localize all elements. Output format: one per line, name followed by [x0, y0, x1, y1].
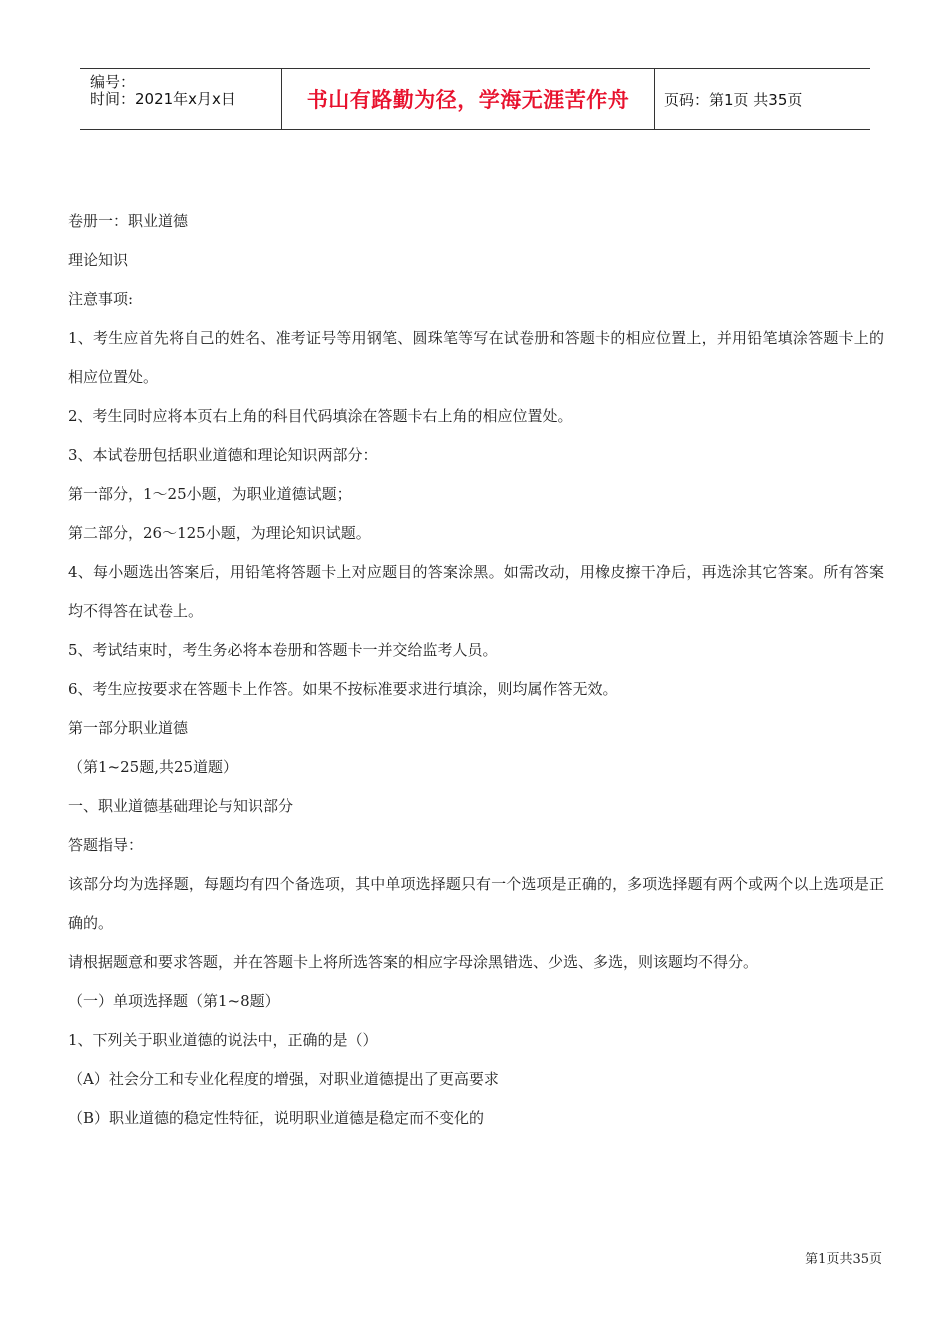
document-header [80, 68, 870, 130]
document-body [68, 202, 884, 1138]
header-info-cell [80, 69, 281, 129]
question-1-option-a: （A）社会分工和专业化程度的增强，对职业道德提出了更高要求 [68, 1070, 499, 1088]
guidance-instructions: 请根据题意和要求答题，并在答题卡上将所选答案的相应字母涂黑错选、少选、多选，则该题均不得分。 [68, 953, 759, 971]
part-two-range: 第二部分，26～125小题，为理论知识试题。 [68, 524, 371, 542]
motto-text: 书山有路勤为径，学海无涯苦作舟 [306, 88, 630, 112]
header-page-cell [655, 69, 870, 129]
notice-item-2: 2、考生同时应将本页右上角的科目代码填涂在答题卡右上角的相应位置处。 [68, 407, 573, 425]
subsection-heading: 一、职业道德基础理论与知识部分 [68, 797, 294, 815]
part-one-heading: 第一部分职业道德 [68, 719, 189, 737]
guidance-paragraph: 该部分均为选择题，每题均有四个备选项，其中单项选择题只有一个选项是正确的，多项选择题有两个或两个以上选项是正确的。 [68, 875, 884, 932]
notice-item-5: 5、考试结束时，考生务必将本卷册和答题卡一并交给监考人员。 [68, 641, 498, 659]
notice-item-3: 3、本试卷册包括职业道德和理论知识两部分： [68, 446, 378, 464]
question-1: 1、下列关于职业道德的说法中，正确的是（） [68, 1031, 378, 1049]
part-one-range: 第一部分，1～25小题，为职业道德试题； [68, 485, 352, 503]
guidance-heading: 答题指导： [68, 836, 144, 854]
volume-title: 卷册一：职业道德 [68, 212, 189, 230]
notice-item-6: 6、考生应按要求在答题卡上作答。如果不按标准要求进行填涂，则均属作答无效。 [68, 680, 618, 698]
section-title: 理论知识 [68, 251, 129, 269]
document-date-label: 时间：2021年x月x日 [90, 90, 236, 108]
document-number-label: 编号： [90, 73, 136, 91]
notice-heading: 注意事项: [68, 290, 134, 308]
header-page-label: 页码：第1页 共35页 [664, 90, 803, 109]
header-motto-cell [281, 69, 655, 129]
part-one-question-range: （第1~25题,共25道题） [68, 758, 239, 776]
notice-item-4: 4、每小题选出答案后，用铅笔将答题卡上对应题目的答案涂黑。如需改动，用橡皮擦干净后，再选涂其它答案。所有答案均不得答在试卷上。 [68, 563, 884, 620]
single-choice-heading: （一）单项选择题（第1~8题） [68, 992, 280, 1010]
page-footer: 第1页共35页 [805, 1252, 882, 1267]
notice-item-1: 1、考生应首先将自己的姓名、准考证号等用钢笔、圆珠笔等写在试卷册和答题卡的相应位置上，并用铅笔填涂答题卡上的相应位置处。 [68, 329, 884, 386]
question-1-option-b: （B）职业道德的稳定性特征，说明职业道德是稳定而不变化的 [68, 1109, 485, 1127]
